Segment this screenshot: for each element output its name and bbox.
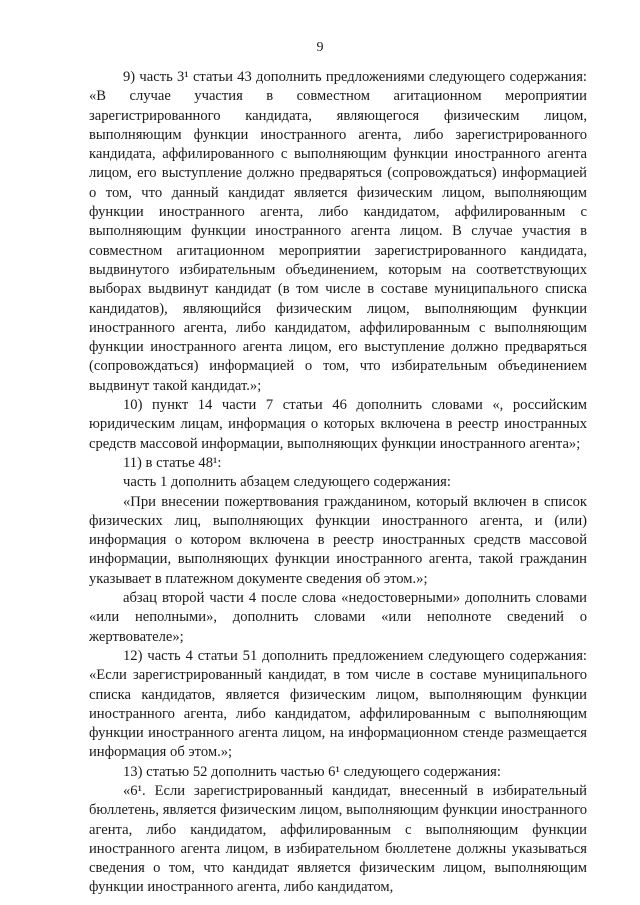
- paragraph-quote-donation: «При внесении пожертвования гражданином, который включен в список физических лиц, выполняющих функции иностранного агента, и (или) информация о котором включена в реестр иностранных средств массовой информации, выполняющих функции иностранного агента, такой гражданин указывает в платежном документе сведения об этом.»;: [89, 493, 587, 587]
- paragraph-item-10: 10) пункт 14 части 7 статьи 46 дополнить словами «, российским юридическим лицам, информация о которых включена в реестр иностранных средств массовой информации, выполняющих функции иностранного агента»;: [89, 397, 587, 452]
- paragraph-item-11-part-1: часть 1 дополнить абзацем следующего содержания:: [123, 474, 451, 491]
- paragraph-quote-ballot: «6¹. Если зарегистрированный кандидат, внесенный в избирательный бюллетень, является физическим лицом, выполняющим функции иностранного агента, либо кандидатом, аффилированным с выполняющим функции иностранного агента лицом, в избирательном бюллетене должны указываться сведения о том, что кандидат является физическим лицом, выполняющим функции иностранного агента, либо кандидатом,: [89, 782, 587, 896]
- page-number: 9: [316, 40, 324, 55]
- paragraph-item-12: 12) часть 4 статьи 51 дополнить предложением следующего содержания: «Если зарегистрированный кандидат, в том числе в составе муниципального списка кандидатов, является физическим лицом, выполняющим функции иностранного агента, либо кандидатом, аффилированным с выполняющим функции иностранного агента лицом, на информационном стенде размещается информация об этом.»;: [89, 647, 587, 761]
- paragraph-item-13: 13) статью 52 дополнить частью 6¹ следующего содержания:: [123, 763, 501, 780]
- paragraph-item-11-part-4: абзац второй части 4 после слова «недостоверными» дополнить словами «или неполными», дополнить словами «или неполноте сведений о жертвователе»;: [89, 590, 587, 645]
- paragraph-item-9: 9) часть 3¹ статьи 43 дополнить предложениями следующего содержания: «В случае участия в совместном агитационном мероприятии зарегистрированного кандидата, являющегося физическим лицом, выполняющим функции иностранного агента, либо зарегистрированного кандидата, аффилированного с выполняющим функции иностранного агента лицом, его выступление должно предваряться (сопровождаться) информацией о том, что данный кандидат является физическим лицом, выполняющим функции иностранного агента, либо кандидатом, аффилированным с выполняющим функции иностранного агента лицом. В случае участия в совместном агитационном мероприятии зарегистрированного кандидата, выдвинутого избирательным объединением, которым на соответствующих выборах выдвинут кандидат (в том числе в составе муниципального списка кандидатов), являющийся физическим лицом, выполняющим функции иностранного агента, либо кандидатом, аффилированным с выполняющим функции иностранного агента лицом, его выступление должно предваряться (сопровождаться) информацией о том, что избирательным объединением выдвинут такой кандидат.»;: [89, 69, 587, 394]
- document-body: [89, 68, 587, 898]
- paragraph-item-11: 11) в статье 48¹:: [123, 454, 222, 471]
